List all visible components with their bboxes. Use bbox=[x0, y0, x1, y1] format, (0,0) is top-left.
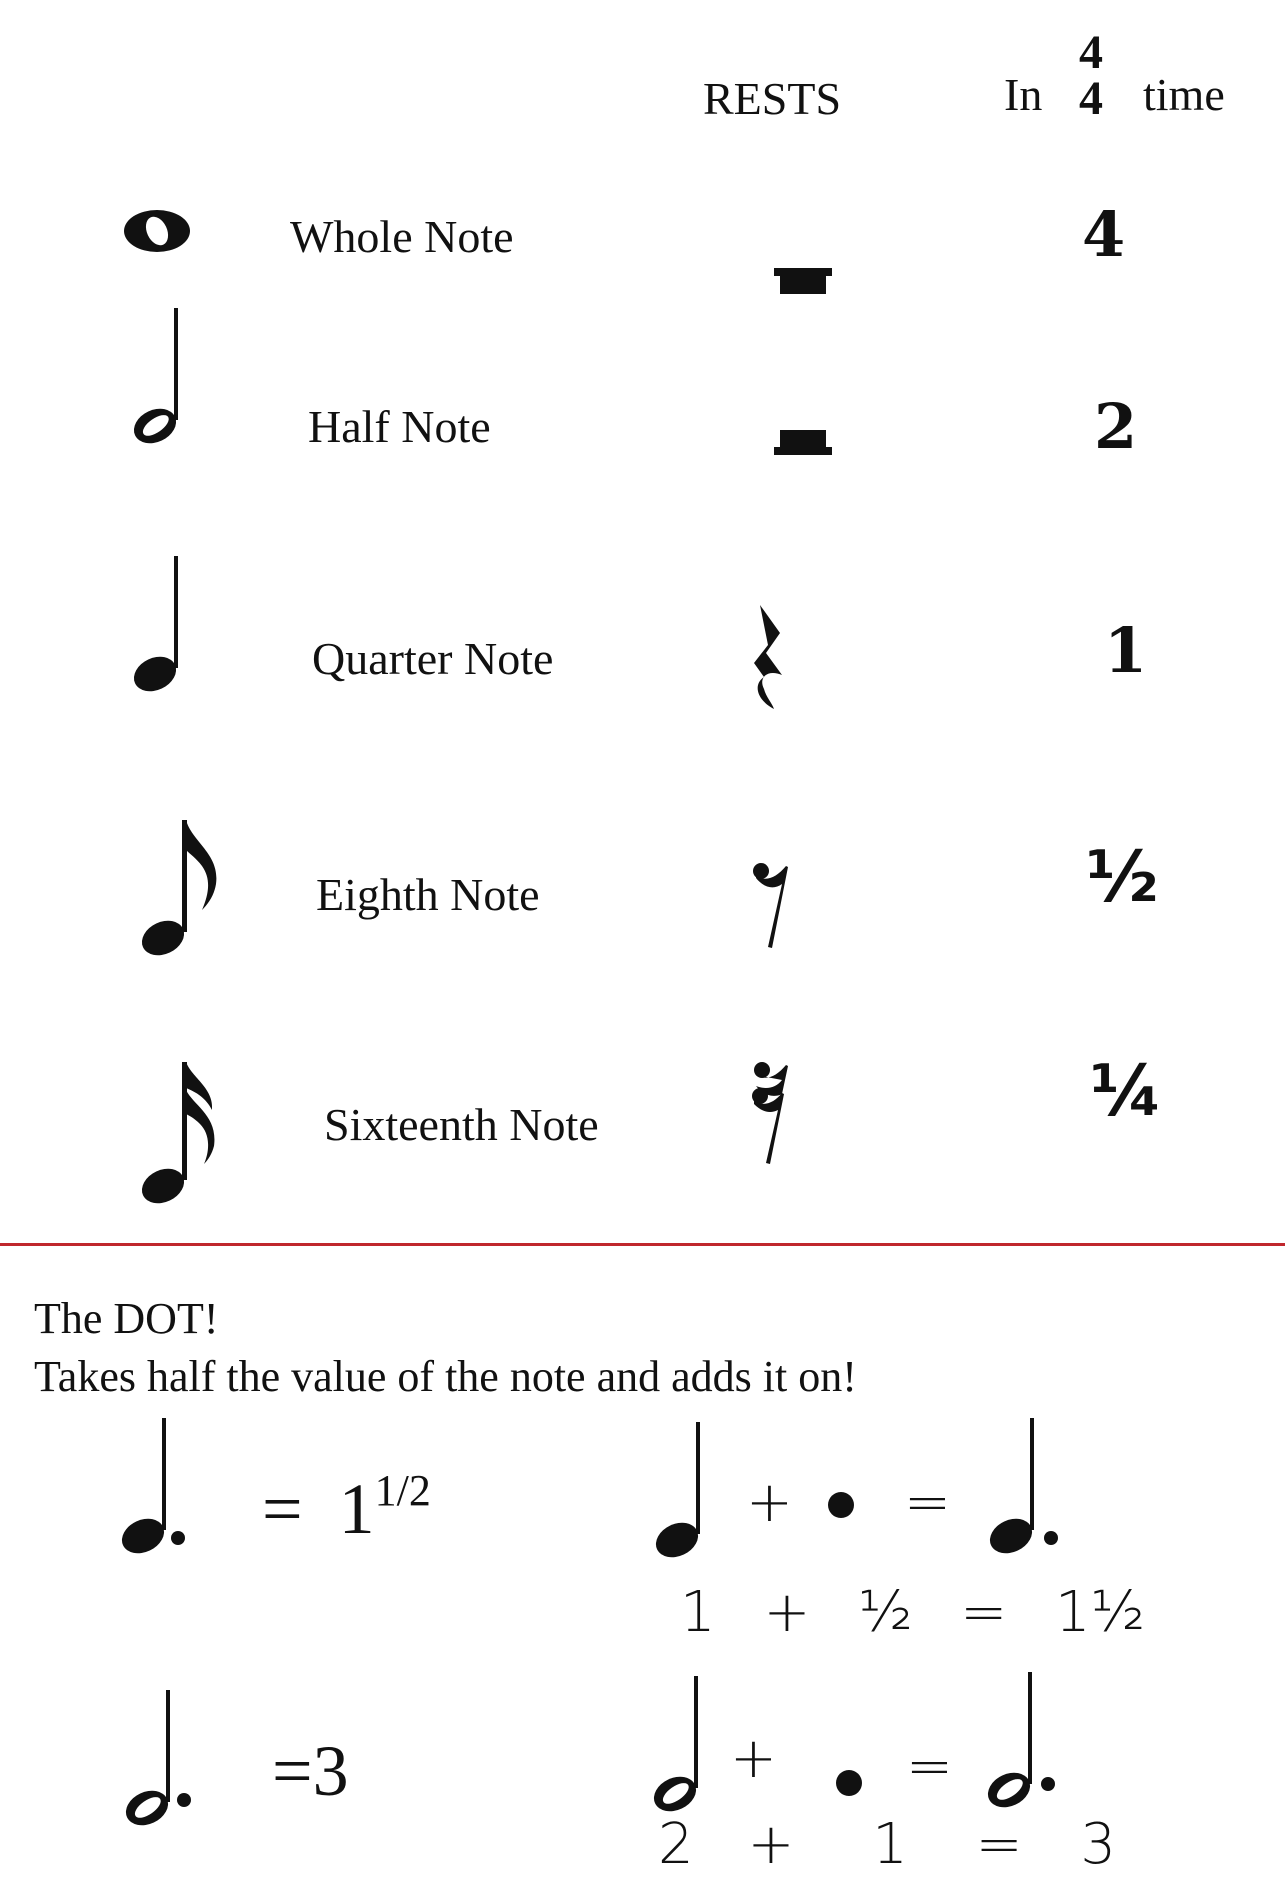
time-signature-bottom: 4 bbox=[1079, 72, 1103, 125]
quarter-note-icon bbox=[130, 556, 190, 696]
note-value-quarter: 1 bbox=[1104, 614, 1148, 687]
sum-1-dotted-quarter-note-icon bbox=[986, 1418, 1066, 1558]
sum-1-plus: + bbox=[746, 1470, 793, 1535]
dotted-half-note-icon bbox=[122, 1690, 202, 1830]
dot-example-1-equation bbox=[262, 1465, 431, 1551]
whole-rest-icon bbox=[774, 268, 832, 296]
sum-1-equals: = bbox=[904, 1470, 951, 1535]
note-value-whole: 4 bbox=[1082, 198, 1126, 271]
half-note-icon bbox=[130, 308, 190, 448]
eighth-note-icon bbox=[140, 820, 230, 960]
sum-2-dotted-half-note-icon bbox=[984, 1672, 1064, 1812]
half-rest-icon bbox=[774, 430, 832, 456]
sum-2-result: 3 bbox=[1080, 1812, 1117, 1877]
note-value-half: 2 bbox=[1094, 390, 1138, 463]
note-name-quarter: Quarter Note bbox=[312, 633, 554, 684]
sum-1-quarter-note-icon bbox=[652, 1422, 712, 1562]
sixteenth-rest-icon bbox=[752, 1060, 792, 1166]
sum-1-plus-2: + bbox=[763, 1580, 811, 1645]
sum-1-dot-icon bbox=[828, 1492, 854, 1518]
note-value-eighth: ½ bbox=[1086, 836, 1159, 918]
dot-section-title: The DOT! bbox=[34, 1294, 219, 1343]
quarter-rest-icon bbox=[750, 605, 790, 711]
sum-2-half-note-icon bbox=[650, 1676, 710, 1816]
dot-example-2-value: 3 bbox=[312, 1731, 349, 1811]
dotted-quarter-note-icon bbox=[118, 1418, 198, 1558]
section-divider bbox=[0, 1243, 1285, 1246]
dot-section-description: Takes half the value of the note and adds it on! bbox=[34, 1352, 857, 1401]
dot-example-1-fraction: 1/2 bbox=[374, 1466, 431, 1515]
note-name-sixteenth: Sixteenth Note bbox=[324, 1099, 599, 1150]
dot-example-2-equation bbox=[272, 1730, 349, 1813]
in-label: In bbox=[1004, 69, 1043, 120]
note-name-eighth: Eighth Note bbox=[316, 869, 540, 920]
sum-2-b: 1 bbox=[872, 1812, 908, 1877]
eighth-rest-icon bbox=[752, 860, 792, 950]
sum-2-equals: = bbox=[906, 1734, 953, 1799]
note-value-sixteenth: ¼ bbox=[1090, 1050, 1163, 1132]
rests-header: RESTS bbox=[703, 73, 842, 124]
time-signature bbox=[1069, 26, 1113, 125]
sum-2-plus-2: + bbox=[747, 1812, 795, 1877]
dot-example-1-equals: = bbox=[262, 1469, 303, 1549]
sum-2-eq-2: = bbox=[975, 1812, 1023, 1877]
sum-2-a: 2 bbox=[658, 1812, 694, 1877]
dot-example-2-equals: = bbox=[272, 1731, 313, 1811]
note-name-whole: Whole Note bbox=[290, 211, 514, 262]
sum-1-result: 1½ bbox=[1055, 1580, 1145, 1645]
sum-2-handwritten bbox=[658, 1812, 1218, 1877]
sum-2-dot-icon bbox=[836, 1770, 862, 1796]
time-label: time bbox=[1143, 69, 1225, 120]
note-name-half: Half Note bbox=[308, 401, 491, 452]
sixteenth-note-icon bbox=[140, 1062, 230, 1207]
sum-1-a: 1 bbox=[680, 1580, 716, 1645]
sum-1-b: ½ bbox=[858, 1580, 913, 1645]
sum-2-plus: + bbox=[730, 1726, 777, 1791]
time-signature-top: 4 bbox=[1079, 26, 1103, 79]
dot-example-1-value: 1 bbox=[338, 1469, 375, 1549]
sum-1-handwritten bbox=[680, 1580, 1240, 1645]
sum-1-eq-2: = bbox=[960, 1580, 1008, 1645]
whole-note-icon bbox=[122, 208, 192, 254]
